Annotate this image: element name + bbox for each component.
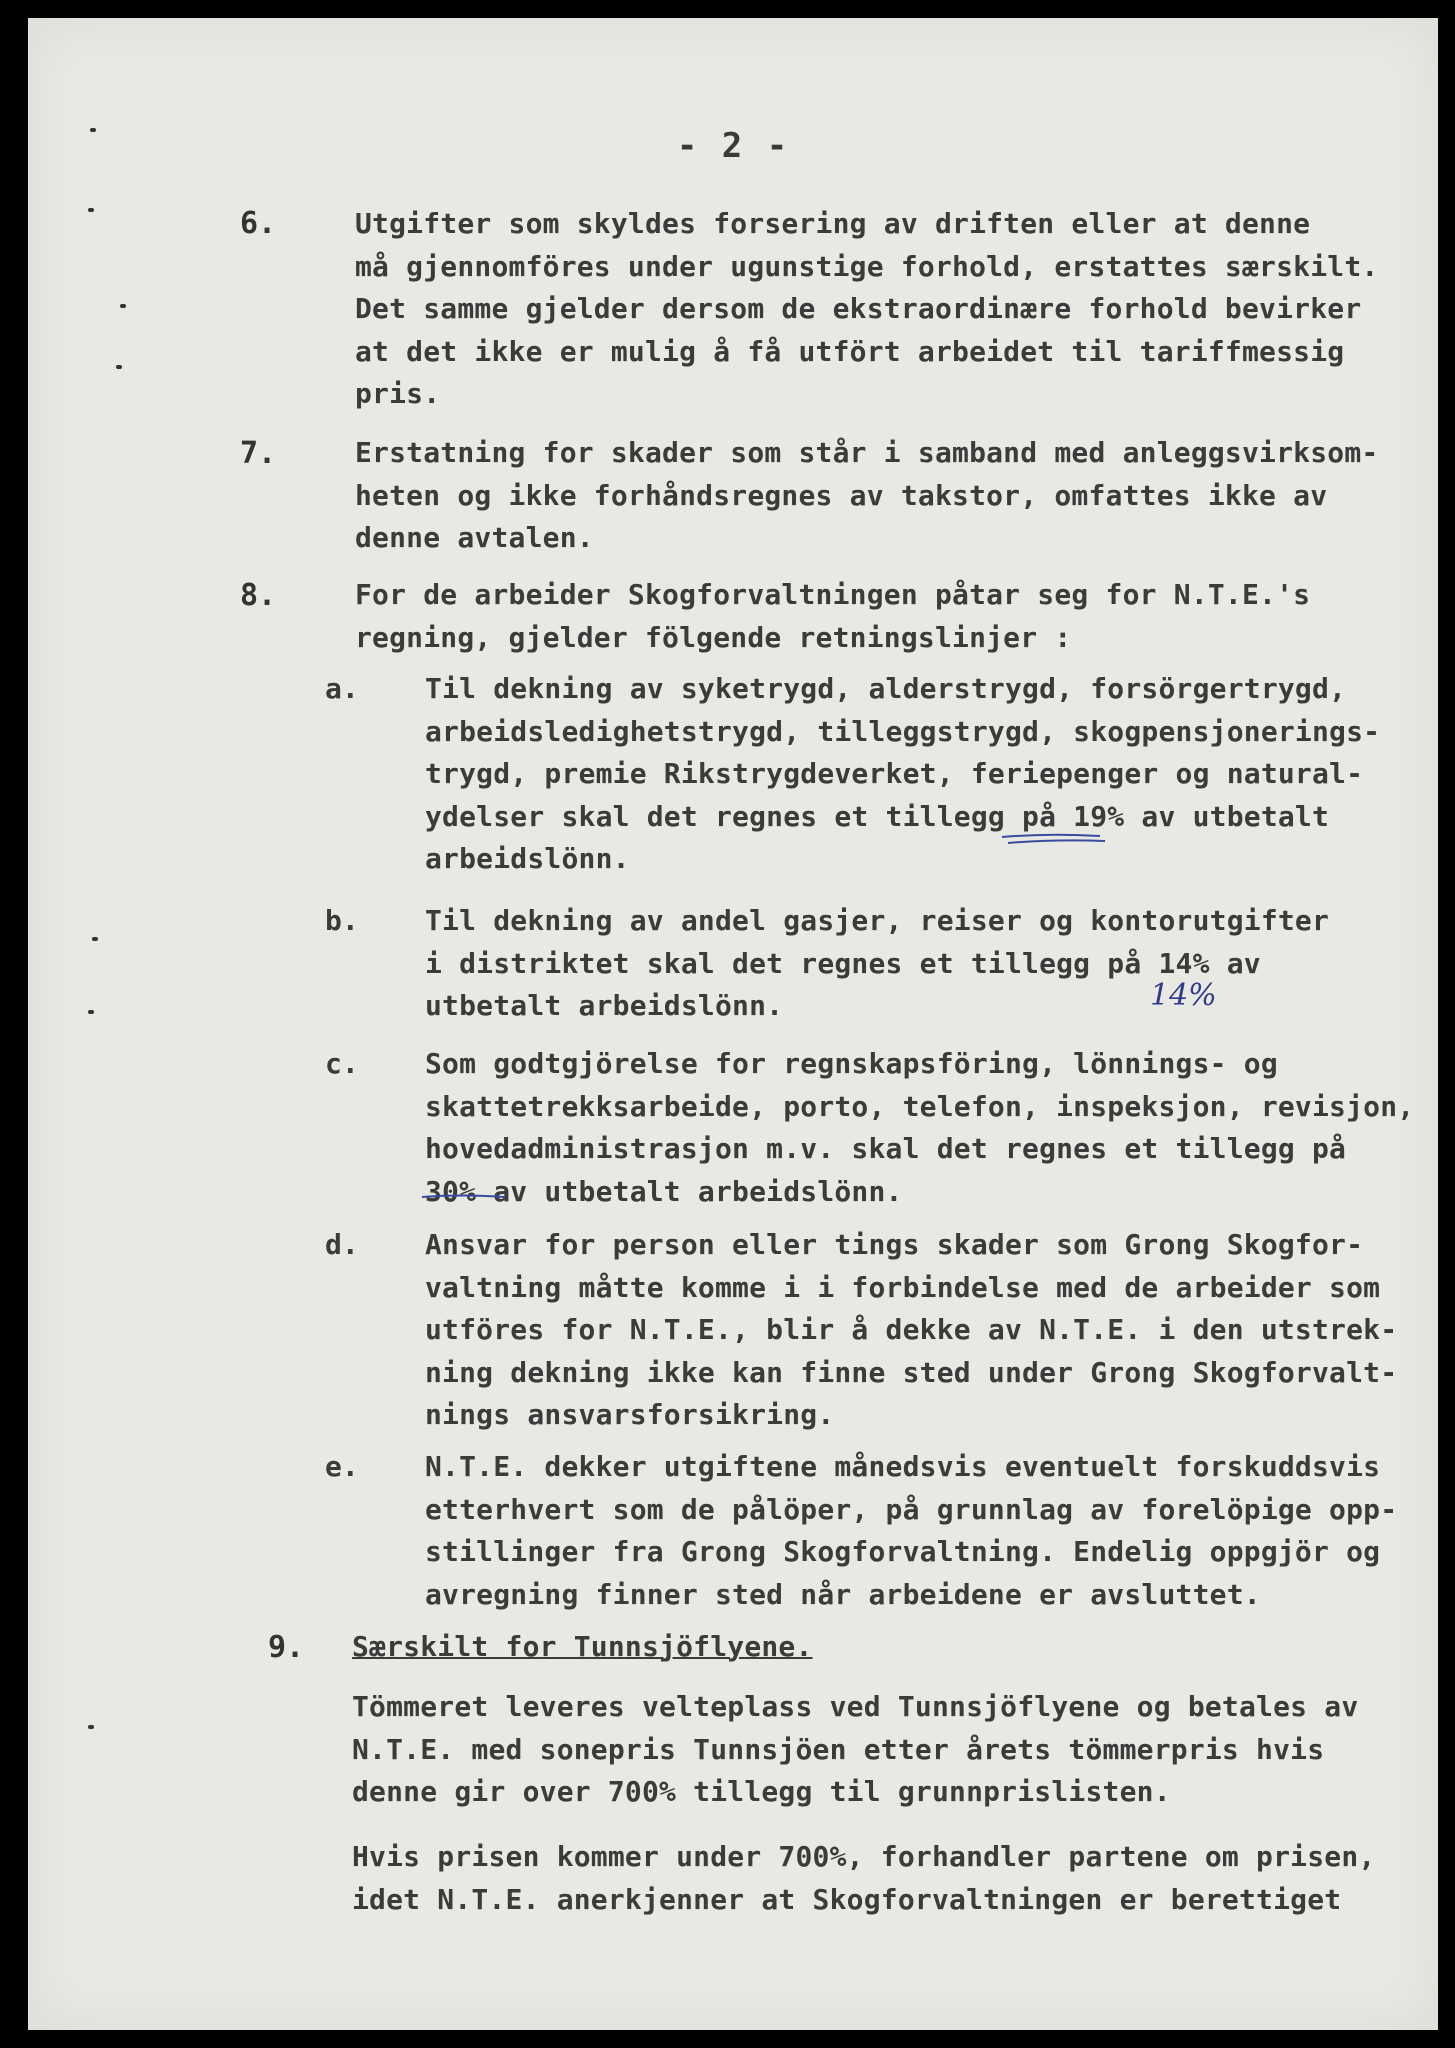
text-line: nings ansvarsforsikring. [425,1398,835,1431]
text-line: stillinger fra Grong Skogforvaltning. Endelig oppgjör og [425,1535,1381,1568]
text-line: pris. [355,377,441,410]
text-line: utbetalt arbeidslönn. [425,989,784,1022]
text-line: ning dekning ikke kan finne sted under Grong Skogforvalt- [425,1355,1398,1389]
page-number: - 2 - [676,126,790,166]
margin-mark [120,304,126,308]
section-8-text [355,574,1310,659]
text-line: må gjennomföres under ugunstige forhold, erstattes særskilt. [355,249,1379,283]
margin-mark [88,1010,94,1014]
section-7-text [355,432,1378,560]
section-9-paragraph-1 [352,1686,1358,1814]
margin-mark [116,365,122,369]
text-line: avregning finner sted når arbeidene er avsluttet. [425,1577,1261,1611]
section-9-heading: Særskilt for Tunnsjöflyene. [352,1630,813,1663]
subitem-b-letter: b. [325,904,359,937]
section-8-number: 8. [240,578,277,613]
text-line: i distriktet skal det regnes et tillegg på 14% av [425,946,1261,980]
text-line: Som godtgjörelse for regnskapsföring, lönnings- og [425,1047,1278,1080]
subitem-e-letter: e. [325,1450,359,1483]
text-line: Til dekning av syketrygd, alderstrygd, forsörgertrygd, [425,672,1347,705]
text-line: Til dekning av andel gasjer, reiser og kontorutgifter [425,904,1330,937]
text-line: ydelser skal det regnes et tillegg på 19% av utbetalt [425,799,1330,833]
text-line: regning, gjelder fölgende retningslinjer : [355,620,1072,654]
subitem-a-text [425,668,1380,881]
section-6-text [355,203,1378,416]
text-line: valtning måtte komme i i forbindelse med de arbeider som [425,1270,1381,1304]
subitem-d-letter: d. [325,1228,359,1261]
text-line: Utgifter som skyldes forsering av driften eller at denne [355,207,1311,240]
margin-mark [90,128,96,132]
text-line: Hvis prisen kommer under 700%, forhandler partene om prisen, [352,1840,1376,1873]
text-line: hovedadministrasjon m.v. skal det regnes et tillegg på [425,1132,1347,1165]
text-line: trygd, premie Rikstrygdeverket, feriepenger og natural- [425,757,1364,790]
pen-underline [420,1192,510,1202]
text-line: at det ikke er mulig å få utfört arbeidet til tariffmessig [355,334,1345,368]
subitem-c-letter: c. [325,1047,359,1080]
subitem-c-text [425,1043,1414,1213]
text-line: utföres for N.T.E., blir å dekke av N.T.E. i den utstrek- [425,1313,1398,1346]
section-6-number: 6. [240,206,277,241]
subitem-d-text [425,1224,1397,1437]
handwritten-note: 14% [1150,978,1217,1013]
subitem-a-letter: a. [325,672,359,705]
text-line: N.T.E. dekker utgiftene månedsvis eventuelt forskuddsvis [425,1450,1381,1483]
text-line: 30% av utbetalt arbeidslönn. [425,1174,903,1208]
text-line: skattetrekksarbeide, porto, telefon, inspeksjon, revisjon, [425,1089,1415,1123]
text-line: denne avtalen. [355,521,594,554]
section-7-number: 7. [240,436,277,471]
text-line: arbeidslönn. [425,842,630,875]
text-line: denne gir over 700% tillegg til grunnprislisten. [352,1775,1171,1808]
text-line: etterhvert som de pålöper, på grunnlag av forelöpige opp- [425,1492,1398,1526]
text-line: Ansvar for person eller tings skader som Grong Skogfor- [425,1228,1364,1261]
margin-mark [88,1725,94,1729]
margin-mark [92,937,98,941]
text-line: For de arbeider Skogforvaltningen påtar seg for N.T.E.'s [355,578,1311,611]
section-9-paragraph-2 [352,1836,1375,1921]
text-line: Det samme gjelder dersom de ekstraordinære forhold bevirker [355,292,1362,325]
margin-mark [88,208,94,212]
section-9-number: 9. [268,1630,305,1665]
text-line: idet N.T.E. anerkjenner at Skogforvaltningen er berettiget [352,1882,1342,1916]
text-line: N.T.E. med sonepris Tunnsjöen etter årets tömmerpris hvis [352,1732,1325,1766]
text-line: arbeidsledighetstrygd, tilleggstrygd, skogpensjonerings- [425,714,1381,748]
text-line: Erstatning for skader som står i samband med anleggsvirksom- [355,436,1379,469]
text-line: Tömmeret leveres velteplass ved Tunnsjöflyene og betales av [352,1690,1359,1723]
subitem-e-text [425,1446,1397,1616]
text-line: heten og ikke forhåndsregnes av takstor, omfattes ikke av [355,478,1328,512]
pen-underline [1000,832,1110,846]
